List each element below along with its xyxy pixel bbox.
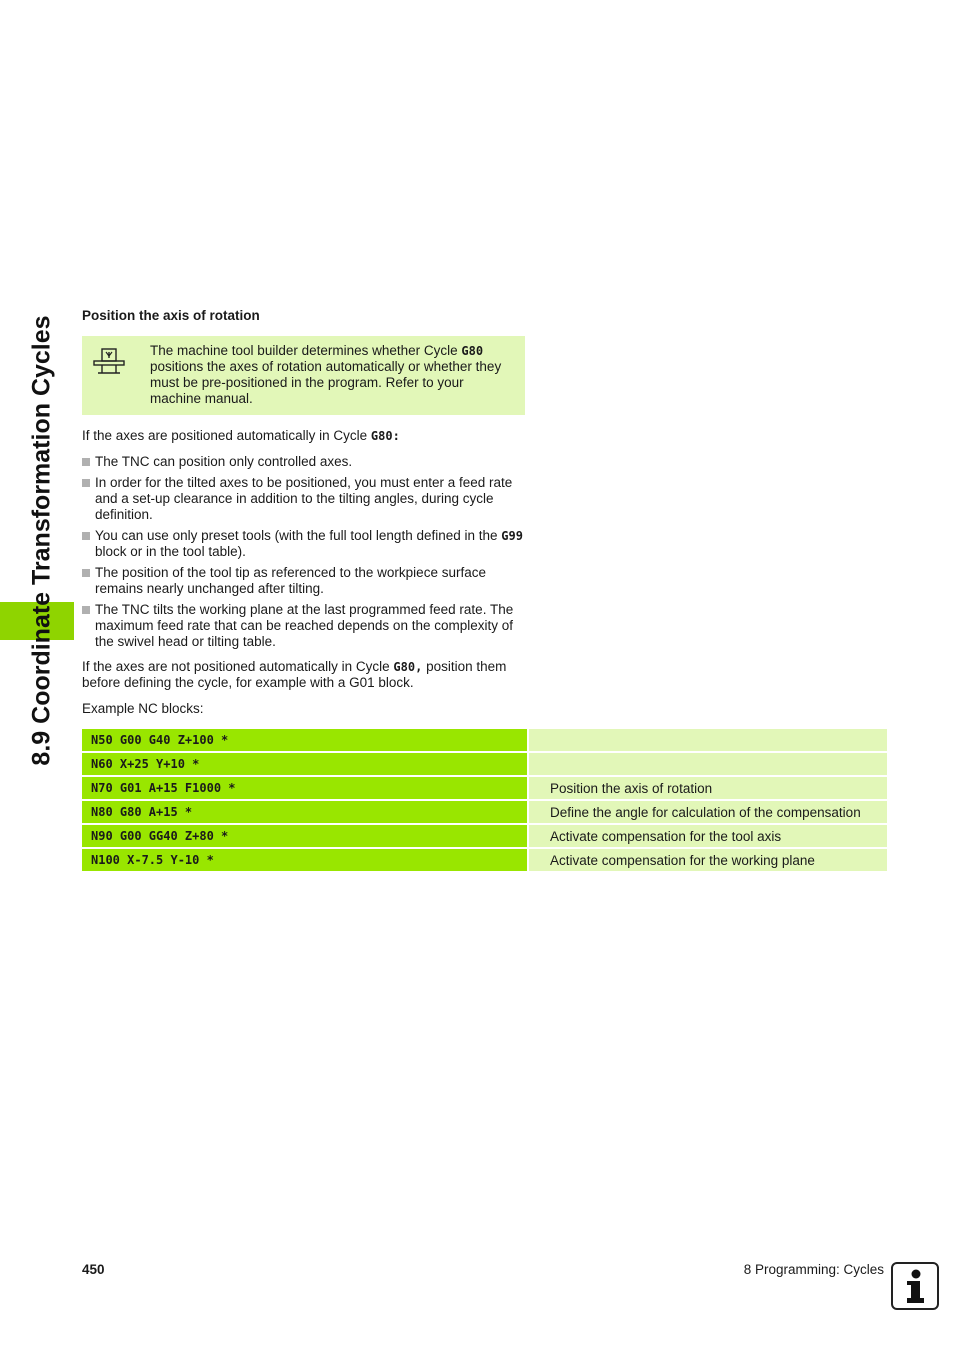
nc-blocks-table <box>82 729 887 873</box>
nc-comment-cell: Define the angle for calculation of the compensation <box>529 801 887 823</box>
conditions-list <box>82 454 525 650</box>
info-icon <box>891 1262 939 1310</box>
list-item-code: G99 <box>501 529 523 543</box>
table-row <box>82 825 887 847</box>
intro-cycle-code: G80: <box>370 429 400 443</box>
intro-text: If the axes are positioned automatically in Cycle <box>82 428 371 443</box>
main-content <box>82 308 525 727</box>
list-item-text: You can use only preset tools (with the full tool length defined in the <box>95 528 502 543</box>
nc-comment-cell: Position the axis of rotation <box>529 777 887 799</box>
nc-comment-cell: Activate compensation for the tool axis <box>529 825 887 847</box>
example-label: Example NC blocks: <box>82 701 204 716</box>
nc-comment-cell: Activate compensation for the working plane <box>529 849 887 871</box>
list-item-text: block or in the tool table). <box>95 544 246 559</box>
intro-paragraph <box>82 428 525 444</box>
table-row <box>82 777 887 799</box>
list-item: The TNC tilts the working plane at the last programmed feed rate. The maximum feed rate that can be reached depends on the complexity of the swivel head or tilting table. <box>82 602 525 650</box>
note-cycle-code: G80 <box>461 344 484 358</box>
nc-code-cell: N90 G00 GG40 Z+80 * <box>82 825 527 847</box>
note-text-start: The machine tool builder determines whether Cycle <box>150 343 462 358</box>
section-heading: Position the axis of rotation <box>82 308 260 323</box>
nc-code-cell: N60 X+25 Y+10 * <box>82 753 527 775</box>
chapter-title: 8.9 Coordinate Transformation Cycles <box>27 314 56 766</box>
nc-comment-cell <box>529 729 887 751</box>
footer-chapter: 8 Programming: Cycles <box>743 1262 884 1277</box>
machine-tool-icon <box>92 343 138 407</box>
note-text-end: positions the axes of rotation automatically or whether they must be pre-positioned in the program. Refer to your machine manual. <box>150 359 502 406</box>
manual-positioning-paragraph <box>82 659 525 691</box>
nc-code-cell: N70 G01 A+15 F1000 * <box>82 777 527 799</box>
table-row <box>82 753 887 775</box>
list-item <box>82 528 525 560</box>
nc-comment-cell <box>529 753 887 775</box>
manual-text-start: If the axes are not positioned automatically in Cycle <box>82 659 394 674</box>
list-item: In order for the tilted axes to be positioned, you must enter a feed rate and a set-up clearance in addition to the tilting angles, during cycle definition. <box>82 475 525 523</box>
page-number: 450 <box>82 1262 105 1277</box>
manual-text-end: position them before defining the cycle, for example with a G01 block. <box>82 659 507 690</box>
note-text <box>150 343 515 407</box>
nc-code-cell: N50 G00 G40 Z+100 * <box>82 729 527 751</box>
table-row <box>82 801 887 823</box>
list-item: The position of the tool tip as referenced to the workpiece surface remains nearly unchanged after tilting. <box>82 565 525 597</box>
list-item: The TNC can position only controlled axes. <box>82 454 525 470</box>
nc-code-cell: N80 G80 A+15 * <box>82 801 527 823</box>
table-row <box>82 729 887 751</box>
chapter-sidebar <box>20 310 64 770</box>
manual-cycle-code: G80, <box>393 660 423 674</box>
table-row <box>82 849 887 871</box>
nc-code-cell: N100 X-7.5 Y-10 * <box>82 849 527 871</box>
machine-note-box <box>82 336 525 415</box>
